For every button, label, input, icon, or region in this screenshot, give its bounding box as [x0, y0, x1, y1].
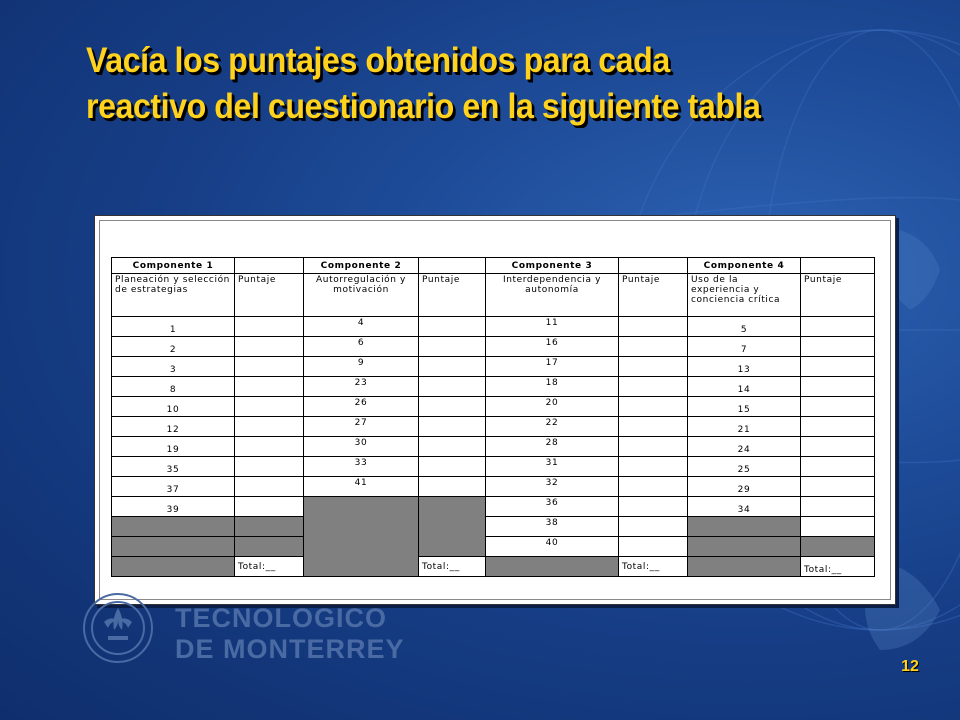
score-cell[interactable] — [235, 477, 304, 497]
subheader-puntaje: Puntaje — [419, 274, 486, 317]
table-row — [112, 337, 875, 357]
header-componente-3: Componente 3 — [486, 258, 619, 274]
header-empty — [801, 258, 875, 274]
logo-line-1: TECNOLOGICO — [175, 603, 387, 633]
shaded-cell — [688, 537, 801, 557]
score-table — [111, 257, 875, 577]
item-number: 9 — [304, 357, 419, 377]
total-component-3[interactable]: Total:__ — [619, 557, 688, 577]
score-cell[interactable] — [419, 317, 486, 337]
score-cell[interactable] — [801, 397, 875, 417]
item-number: 27 — [304, 417, 419, 437]
score-cell[interactable] — [801, 437, 875, 457]
table-row — [112, 517, 875, 537]
shaded-cell — [486, 557, 619, 577]
table-row — [112, 497, 875, 517]
item-number: 38 — [486, 517, 619, 537]
item-number: 18 — [486, 377, 619, 397]
item-number: 19 — [112, 437, 235, 457]
score-cell[interactable] — [619, 397, 688, 417]
logo-wordmark — [175, 603, 405, 665]
item-number: 28 — [486, 437, 619, 457]
shaded-cell — [688, 557, 801, 577]
subheader-puntaje: Puntaje — [619, 274, 688, 317]
subheader-planeacion: Planeación y selección de estrategias — [112, 274, 235, 317]
table-row — [112, 397, 875, 417]
shaded-cell — [419, 497, 486, 557]
score-cell[interactable] — [235, 457, 304, 477]
shaded-cell — [304, 497, 419, 577]
score-cell[interactable] — [619, 497, 688, 517]
score-cell[interactable] — [619, 477, 688, 497]
item-number: 1 — [112, 317, 235, 337]
shaded-cell — [112, 517, 235, 537]
header-empty — [419, 258, 486, 274]
item-number: 40 — [486, 537, 619, 557]
score-cell[interactable] — [419, 357, 486, 377]
slide-title: Vacía los puntajes obtenidos para cada reactivo del cuestionario en la siguiente tabla — [86, 41, 761, 126]
score-cell[interactable] — [619, 437, 688, 457]
shaded-cell — [688, 517, 801, 537]
item-number: 5 — [688, 317, 801, 337]
score-cell[interactable] — [419, 437, 486, 457]
item-number: 35 — [112, 457, 235, 477]
score-cell[interactable] — [619, 417, 688, 437]
score-cell[interactable] — [619, 457, 688, 477]
table-subheader-row — [112, 274, 875, 317]
item-number: 32 — [486, 477, 619, 497]
page-number: 12 — [901, 658, 919, 675]
score-cell[interactable] — [619, 357, 688, 377]
item-number: 12 — [112, 417, 235, 437]
table-header-row — [112, 258, 875, 274]
item-number: 36 — [486, 497, 619, 517]
score-cell[interactable] — [419, 477, 486, 497]
score-cell[interactable] — [419, 397, 486, 417]
shaded-cell — [112, 557, 235, 577]
score-cell[interactable] — [419, 417, 486, 437]
item-number: 29 — [688, 477, 801, 497]
item-number: 39 — [112, 497, 235, 517]
subheader-interdependencia: Interdependencia y autonomía — [486, 274, 619, 317]
subheader-puntaje: Puntaje — [235, 274, 304, 317]
item-number: 24 — [688, 437, 801, 457]
item-number: 2 — [112, 337, 235, 357]
item-number: 25 — [688, 457, 801, 477]
item-number: 11 — [486, 317, 619, 337]
table-row — [112, 357, 875, 377]
header-empty — [235, 258, 304, 274]
item-number: 23 — [304, 377, 419, 397]
item-number: 8 — [112, 377, 235, 397]
item-number: 13 — [688, 357, 801, 377]
total-component-1[interactable]: Total:__ — [235, 557, 304, 577]
item-number: 16 — [486, 337, 619, 357]
shaded-cell — [235, 517, 304, 537]
item-number: 26 — [304, 397, 419, 417]
score-cell[interactable] — [235, 437, 304, 457]
item-number: 15 — [688, 397, 801, 417]
subheader-puntaje: Puntaje — [801, 274, 875, 317]
table-row — [112, 437, 875, 457]
item-number: 7 — [688, 337, 801, 357]
subheader-autorregulacion: Autorregulación y motivación — [304, 274, 419, 317]
item-number: 6 — [304, 337, 419, 357]
header-componente-1: Componente 1 — [112, 258, 235, 274]
score-cell[interactable] — [801, 377, 875, 397]
score-cell[interactable] — [801, 477, 875, 497]
score-cell[interactable] — [801, 517, 875, 537]
table-row — [112, 377, 875, 397]
item-number: 3 — [112, 357, 235, 377]
header-componente-2: Componente 2 — [304, 258, 419, 274]
table-row — [112, 477, 875, 497]
header-componente-4: Componente 4 — [688, 258, 801, 274]
score-cell[interactable] — [801, 317, 875, 337]
item-number: 20 — [486, 397, 619, 417]
item-number: 10 — [112, 397, 235, 417]
score-cell[interactable] — [235, 397, 304, 417]
score-cell[interactable] — [235, 497, 304, 517]
table-row — [112, 417, 875, 437]
item-number: 37 — [112, 477, 235, 497]
score-cell[interactable] — [619, 537, 688, 557]
item-number: 22 — [486, 417, 619, 437]
table-row — [112, 457, 875, 477]
score-cell[interactable] — [419, 457, 486, 477]
table-panel — [94, 215, 896, 605]
table-row — [112, 317, 875, 337]
score-cell[interactable] — [619, 377, 688, 397]
score-cell[interactable] — [619, 317, 688, 337]
score-cell[interactable] — [619, 337, 688, 357]
score-cell[interactable] — [419, 377, 486, 397]
item-number: 21 — [688, 417, 801, 437]
item-number: 34 — [688, 497, 801, 517]
total-component-2[interactable]: Total:__ — [419, 557, 486, 577]
score-cell[interactable] — [235, 357, 304, 377]
score-cell[interactable] — [801, 417, 875, 437]
item-number: 41 — [304, 477, 419, 497]
score-cell[interactable] — [235, 317, 304, 337]
shaded-cell — [112, 537, 235, 557]
score-cell[interactable] — [419, 337, 486, 357]
score-cell[interactable] — [619, 517, 688, 537]
item-number: 33 — [304, 457, 419, 477]
item-number: 31 — [486, 457, 619, 477]
score-cell[interactable] — [235, 417, 304, 437]
shaded-cell — [235, 537, 304, 557]
item-number: 14 — [688, 377, 801, 397]
score-cell[interactable] — [235, 377, 304, 397]
score-cell[interactable] — [801, 337, 875, 357]
score-cell[interactable] — [801, 357, 875, 377]
item-number: 17 — [486, 357, 619, 377]
score-cell[interactable] — [801, 457, 875, 477]
total-component-4[interactable]: Total:__ — [801, 557, 875, 577]
subheader-uso-experiencia: Uso de la experiencia y conciencia crítica — [688, 274, 801, 317]
table-total-row — [112, 557, 875, 577]
shaded-cell — [801, 537, 875, 557]
header-empty — [619, 258, 688, 274]
item-number: 30 — [304, 437, 419, 457]
logo-line-2: DE MONTERREY — [175, 634, 405, 664]
score-cell[interactable] — [801, 497, 875, 517]
item-number: 4 — [304, 317, 419, 337]
score-cell[interactable] — [235, 337, 304, 357]
table-row — [112, 537, 875, 557]
